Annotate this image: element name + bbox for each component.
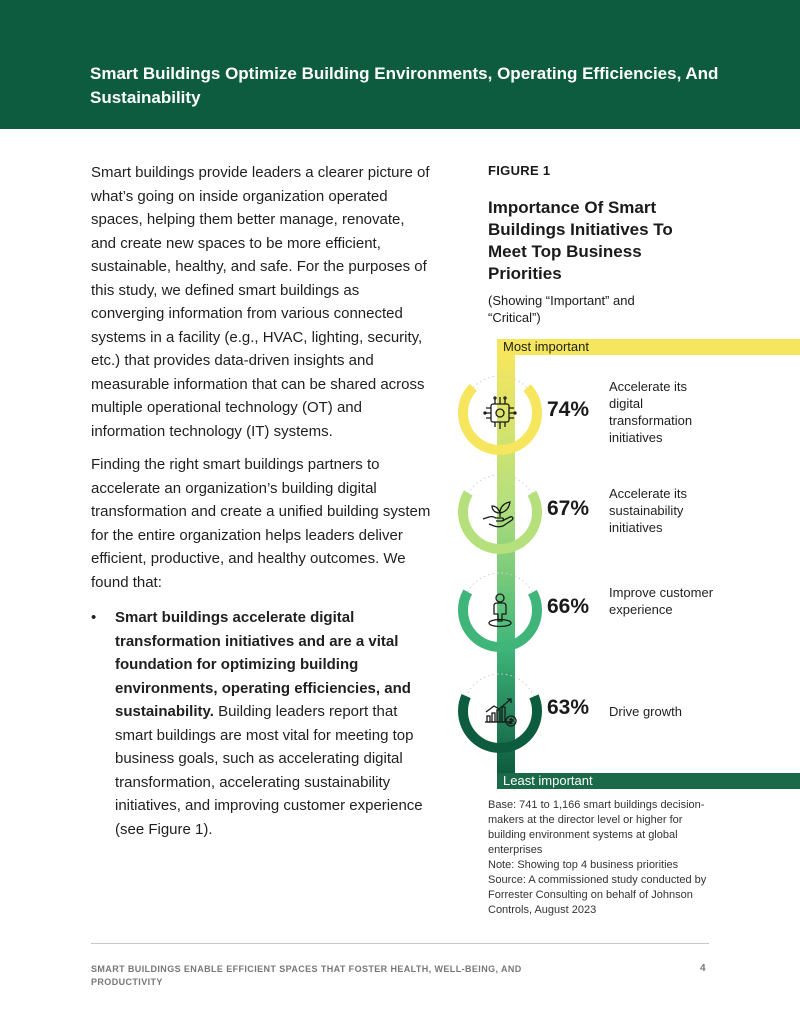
percentage-value: 74% (547, 398, 590, 421)
priority-item-customer (455, 567, 800, 653)
source-text: Source: A commissioned study conducted by Forrester Consulting on behalf of Johnson Controls, August 2023 (488, 874, 707, 916)
percentage-value: 63% (547, 696, 590, 719)
growth-chart-icon (477, 688, 523, 734)
percentage-value: 66% (547, 595, 590, 618)
page-title: Smart Buildings Optimize Building Environments, Operating Efficiencies, And Sustainability (90, 64, 719, 107)
figure-label: FIGURE 1 (488, 163, 551, 178)
person-icon (477, 587, 523, 633)
priority-item-growth (455, 668, 800, 754)
priority-item-sustainability (455, 469, 800, 555)
most-important-bar (497, 339, 800, 355)
least-important-label: Least important (503, 773, 593, 788)
percentage-ring (457, 668, 543, 754)
percentage-ring (457, 567, 543, 653)
priority-label: Improve customer experience (609, 585, 714, 617)
findings-paragraph: Finding the right smart buildings partners to accelerate an organization’s building digital transformation and create a unified building system for the entire organization helps leaders deliver efficient, productive, and healthy outcomes. We found that: (91, 456, 431, 591)
percentage-ring (457, 370, 543, 456)
intro-paragraph: Smart buildings provide leaders a clearer picture of what’s going on inside organization operated spaces, helping them better manage, renovate, and create new spaces to be more efficient, sustainable, healthy, and safe. For the purposes of this study, we defined smart buildings as converging information from various connected systems in a facility (e.g., HVAC, lighting, security, etc.) that provides data-driven insights and measurable information that can be shared across multiple operational technology (OT) and information technology (IT) systems. (91, 164, 430, 440)
footer-divider (91, 943, 709, 944)
percentage-ring (457, 469, 543, 555)
footer-text: SMART BUILDINGS ENABLE EFFICIENT SPACES THAT FOSTER HEALTH, WELL-BEING, AND PRODUCTIVITY (91, 964, 522, 987)
figure-subtitle: (Showing “Important” and “Critical”) (488, 293, 635, 325)
page-number: 4 (700, 963, 706, 974)
base-note: Base: 741 to 1,166 smart buildings decision-makers at the director level or higher for building environment systems at global enterprises (488, 799, 705, 856)
body-text (91, 161, 431, 841)
priority-label: Accelerate its digital transformation initiatives (609, 379, 693, 445)
bullet-bold-text: Smart buildings accelerate digital transformation initiatives and are a vital foundation for optimizing building environments, operating efficiencies, and sustainability. (115, 609, 411, 720)
page-header (0, 0, 800, 129)
least-important-bar (497, 773, 800, 789)
chip-icon (477, 390, 523, 436)
bullet-item (91, 606, 431, 841)
bullet-marker: • (91, 609, 97, 626)
most-important-label: Most important (503, 339, 589, 354)
bullet-text: Building leaders report that smart buildings are most vital for meeting top business goals, such as accelerating digital transformation, accelerating sustainability initiatives, and improving customer experience (see Figure 1). (115, 703, 423, 838)
priority-label: Drive growth (609, 704, 682, 719)
note-text: Note: Showing top 4 business priorities (488, 859, 679, 871)
figure-notes (488, 798, 718, 918)
priority-item-digital (455, 370, 800, 456)
percentage-value: 67% (547, 497, 590, 520)
figure-title: Importance Of Smart Buildings Initiatives To Meet Top Business Priorities (488, 198, 673, 283)
plant-hand-icon (477, 489, 523, 535)
priority-label: Accelerate its sustainability initiatives (609, 486, 688, 535)
